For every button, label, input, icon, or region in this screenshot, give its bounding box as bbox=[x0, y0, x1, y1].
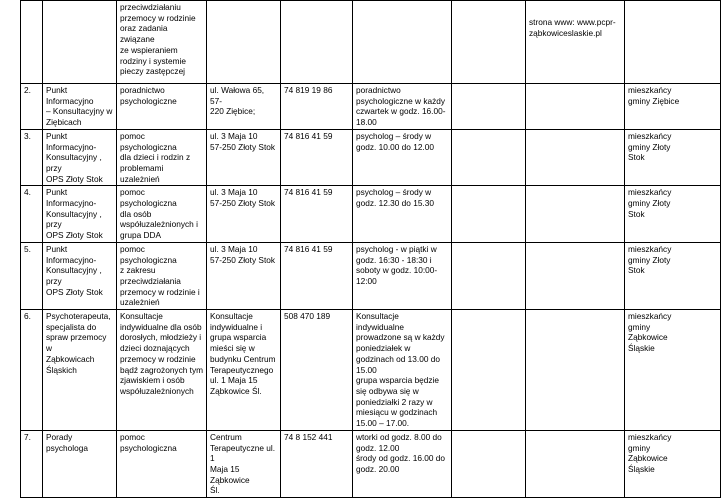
table-row bbox=[21, 84, 721, 130]
address: ul. 3 Maja 10 57-250 Złoty Stok bbox=[207, 186, 281, 243]
target-group: mieszkańcy gminy Złoty Stok bbox=[625, 186, 721, 243]
email bbox=[452, 129, 526, 186]
target-group: mieszkańcy gminy Ząbkowice Śląskie bbox=[625, 310, 721, 431]
row-number: 6. bbox=[21, 310, 43, 431]
institution-name: Porady psychologa bbox=[43, 430, 117, 497]
target-group: mieszkańcy gminy Ząbkowice Śląskie bbox=[625, 430, 721, 497]
institution-name: Punkt Informacyjno – Konsultacyjny w Ziębicach bbox=[43, 84, 117, 130]
row-number: 7. bbox=[21, 430, 43, 497]
scope-of-help: pomoc psychologiczna dla osób współuzależnionych i grupa DDA bbox=[117, 186, 207, 243]
row-number: 5. bbox=[21, 242, 43, 309]
email bbox=[452, 186, 526, 243]
email bbox=[452, 310, 526, 431]
phone: 74 816 41 59 bbox=[281, 186, 353, 243]
opening-hours: Konsultacje indywidualne prowadzone są w każdy poniedziałek w godzinach od 13.00 do 15.00 grupa wsparcia będzie się odbywa się w poniedziałki 2 razy w miesiącu w godzinach 15.00 – 17.00. bbox=[353, 310, 452, 431]
email bbox=[452, 84, 526, 130]
phone: 74 816 41 59 bbox=[281, 129, 353, 186]
website bbox=[526, 430, 625, 497]
address: ul. 3 Maja 10 57-250 Złoty Stok bbox=[207, 129, 281, 186]
institution-name: Punkt Informacyjno- Konsultacyjny , przy OPS Złoty Stok bbox=[43, 242, 117, 309]
website: strona www: www.pcpr- ząbkowiceslaskie.pl bbox=[526, 1, 625, 84]
target-group: mieszkańcy gminy Złoty Stok bbox=[625, 129, 721, 186]
scope-of-help: przeciwdziałaniu przemocy w rodzinie oraz zadania związane ze wspieraniem rodziny i systemie pieczy zastępczej bbox=[117, 1, 207, 84]
table-row bbox=[21, 430, 721, 497]
opening-hours: wtorki od godz. 8.00 do godz. 12.00 środy od godz. 16.00 do godz. 20.00 bbox=[353, 430, 452, 497]
email bbox=[452, 1, 526, 84]
address: ul. 3 Maja 10 57-250 Złoty Stok bbox=[207, 242, 281, 309]
phone: 508 470 189 bbox=[281, 310, 353, 431]
scope-of-help: pomoc psychologiczna bbox=[117, 430, 207, 497]
address: ul. Wałowa 65, 57- 220 Ziębice; bbox=[207, 84, 281, 130]
row-number: 4. bbox=[21, 186, 43, 243]
row-number bbox=[21, 1, 43, 84]
address: Centrum Terapeutyczne ul. 1 Maja 15 Ząbkowice Śl. bbox=[207, 430, 281, 497]
institution-name bbox=[43, 1, 117, 84]
target-group: mieszkańcy gminy Ziębice bbox=[625, 84, 721, 130]
website bbox=[526, 129, 625, 186]
scope-of-help: pomoc psychologiczna dla dzieci i rodzin z problemami uzależnień bbox=[117, 129, 207, 186]
phone: 74 819 19 86 bbox=[281, 84, 353, 130]
table-row bbox=[21, 242, 721, 309]
phone bbox=[281, 1, 353, 84]
opening-hours: psycholog – środy w godz. 12.30 do 15.30 bbox=[353, 186, 452, 243]
services-table bbox=[20, 0, 721, 498]
scope-of-help: pomoc psychologiczna z zakresu przeciwdziałania przemocy w rodzinie i uzależnień bbox=[117, 242, 207, 309]
email bbox=[452, 430, 526, 497]
address: Konsultacje indywidualne i grupa wsparcia mieści się w budynku Centrum Terapeutycznego ul. 1 Maja 15 Ząbkowice Śl. bbox=[207, 310, 281, 431]
table-row bbox=[21, 1, 721, 84]
opening-hours: poradnictwo psychologiczne w każdy czwartek w godz. 16.00- 18.00 bbox=[353, 84, 452, 130]
row-number: 2. bbox=[21, 84, 43, 130]
website bbox=[526, 310, 625, 431]
document-page bbox=[20, 0, 680, 498]
target-group bbox=[625, 1, 721, 84]
email bbox=[452, 242, 526, 309]
website bbox=[526, 242, 625, 309]
scope-of-help: poradnictwo psychologiczne bbox=[117, 84, 207, 130]
phone: 74 8 152 441 bbox=[281, 430, 353, 497]
table-row bbox=[21, 186, 721, 243]
row-number: 3. bbox=[21, 129, 43, 186]
opening-hours: psycholog – środy w godz. 10.00 do 12.00 bbox=[353, 129, 452, 186]
target-group: mieszkańcy gminy Złoty Stok bbox=[625, 242, 721, 309]
phone: 74 816 41 59 bbox=[281, 242, 353, 309]
website bbox=[526, 84, 625, 130]
website bbox=[526, 186, 625, 243]
table-row bbox=[21, 310, 721, 431]
institution-name: Punkt Informacyjno- Konsultacyjny , przy OPS Złoty Stok bbox=[43, 129, 117, 186]
address bbox=[207, 1, 281, 84]
opening-hours bbox=[353, 1, 452, 84]
table-row bbox=[21, 129, 721, 186]
scope-of-help: Konsultacje indywidualne dla osób dorosłych, młodzieży i dzieci doznających przemocy w rodzinie bądź zagrożonych tym zjawiskiem i osób współuzależnionych bbox=[117, 310, 207, 431]
institution-name: Psychoterapeuta, specjalista do spraw przemocy w Ząbkowicach Śląskich bbox=[43, 310, 117, 431]
institution-name: Punkt Informacyjno- Konsultacyjny , przy OPS Złoty Stok bbox=[43, 186, 117, 243]
opening-hours: psycholog - w piątki w godz. 16:30 - 18:30 i soboty w godz. 10:00- 12:00 bbox=[353, 242, 452, 309]
